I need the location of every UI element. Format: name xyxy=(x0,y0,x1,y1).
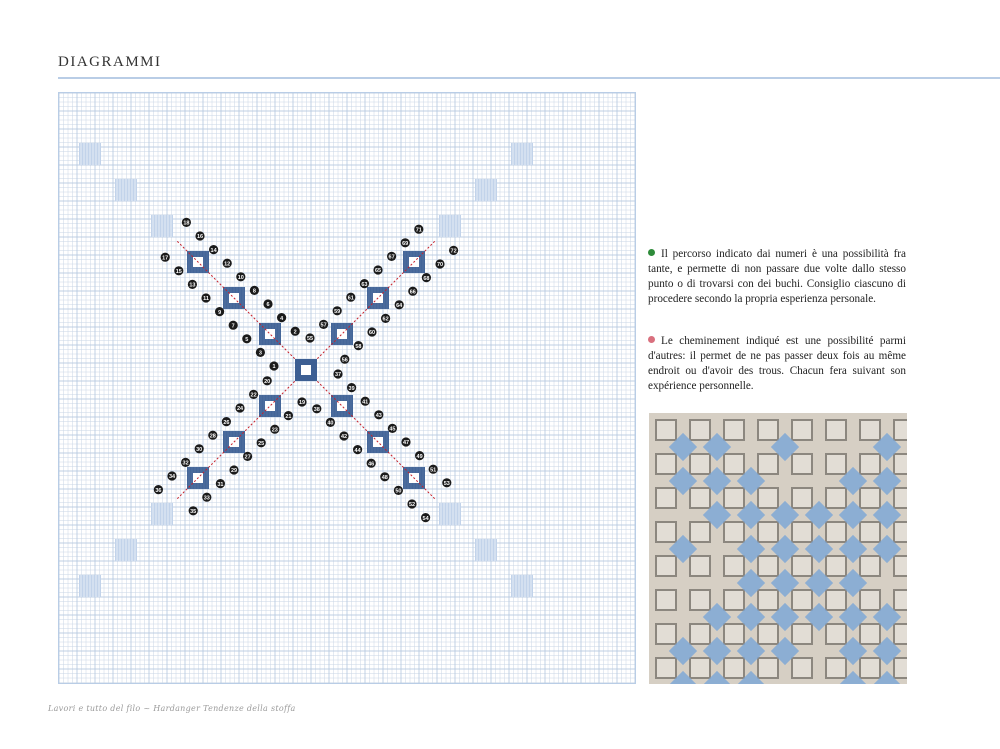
step-number: 15 xyxy=(175,269,182,275)
step-number: 6 xyxy=(266,302,270,309)
step-number: 36 xyxy=(155,487,162,494)
step-number: 60 xyxy=(368,330,376,337)
step-number: 29 xyxy=(230,468,238,475)
diagram-grid xyxy=(59,93,635,683)
step-number: 35 xyxy=(190,509,197,515)
step-number: 62 xyxy=(382,316,389,323)
step-number: 50 xyxy=(395,488,402,495)
step-number: 13 xyxy=(189,282,196,289)
stitch-diagram xyxy=(58,92,636,684)
step-number: 58 xyxy=(355,343,362,350)
green-bullet-icon xyxy=(648,249,655,256)
step-number: 9 xyxy=(218,309,222,316)
step-number: 72 xyxy=(450,248,457,255)
step-number: 65 xyxy=(374,268,382,275)
title-rule xyxy=(58,77,1000,79)
step-number: 66 xyxy=(409,289,416,296)
step-number: 4 xyxy=(280,315,284,322)
step-number: 57 xyxy=(320,322,327,329)
step-number: 70 xyxy=(436,262,444,269)
step-number: 69 xyxy=(402,241,409,247)
step-number: 37 xyxy=(334,372,342,379)
step-number: 11 xyxy=(203,296,209,303)
step-number: 45 xyxy=(389,426,396,433)
step-number: 47 xyxy=(402,440,410,447)
step-number: 43 xyxy=(375,413,382,419)
step-number: 10 xyxy=(237,275,244,281)
step-number: 63 xyxy=(361,281,368,288)
step-number: 46 xyxy=(368,461,375,468)
step-number: 56 xyxy=(341,357,348,364)
step-number: 19 xyxy=(298,400,306,407)
step-number: 52 xyxy=(408,502,416,509)
step-number: 54 xyxy=(422,515,429,522)
italian-note xyxy=(648,247,906,307)
step-number: 51 xyxy=(430,467,437,474)
step-number: 14 xyxy=(210,247,217,254)
step-number: 48 xyxy=(381,475,388,481)
step-number: 21 xyxy=(285,413,292,420)
step-number: 28 xyxy=(209,433,216,440)
italian-text: Il percorso indicato dai numeri è una possibilità fra tante, e permette di non passare due volte dallo stesso punto o di trovarsi con dei buchi. Consiglio ciascuno di procedere secondo la propria esperienza personale. xyxy=(648,248,906,305)
step-number: 17 xyxy=(162,255,169,262)
french-text: Le cheminement indiqué est une possibilité parmi d'autres: il permet de ne pas passer deux fois au même endroit ou d'avoir des trous. Chacun fera suivant son expérience personnelle. xyxy=(648,335,906,392)
step-number: 2 xyxy=(293,329,297,336)
step-number: 42 xyxy=(340,434,348,441)
step-number: 53 xyxy=(443,481,450,487)
step-number: 33 xyxy=(203,495,210,502)
step-number: 25 xyxy=(258,441,265,447)
page-title: DIAGRAMMI xyxy=(58,54,162,70)
step-number: 20 xyxy=(264,379,271,385)
step-number: 32 xyxy=(182,460,189,467)
step-number: 24 xyxy=(236,406,244,413)
step-number: 39 xyxy=(348,385,355,392)
step-number: 12 xyxy=(224,261,231,268)
step-number: 22 xyxy=(250,392,257,399)
step-number: 49 xyxy=(416,453,423,460)
step-number: 26 xyxy=(223,419,230,426)
step-number: 68 xyxy=(423,275,430,282)
step-number: 44 xyxy=(354,447,361,454)
step-number: 30 xyxy=(196,447,203,453)
step-number: 38 xyxy=(313,407,320,413)
step-number: 34 xyxy=(168,474,176,481)
step-number: 23 xyxy=(271,427,278,434)
step-number: 27 xyxy=(244,454,251,461)
embroidery-photo xyxy=(649,413,907,684)
step-number: 7 xyxy=(231,323,235,330)
step-number: 31 xyxy=(217,481,224,488)
step-number: 59 xyxy=(334,309,341,315)
step-number: 71 xyxy=(415,227,422,234)
step-number: 64 xyxy=(396,303,403,309)
step-number: 40 xyxy=(327,420,334,427)
step-number: 5 xyxy=(245,337,249,343)
step-number: 3 xyxy=(258,350,262,357)
french-note xyxy=(648,334,906,394)
step-number: 55 xyxy=(306,336,314,343)
pink-bullet-icon xyxy=(648,336,655,343)
step-number: 67 xyxy=(388,254,395,261)
step-number: 18 xyxy=(183,220,190,227)
step-number: 1 xyxy=(272,364,276,371)
step-number: 41 xyxy=(362,399,369,406)
step-number: 16 xyxy=(196,234,204,241)
step-number: 8 xyxy=(252,288,256,295)
footer-signature: Lavori e tutto del filo ~ Hardanger Tendenze della stoffa xyxy=(48,704,296,713)
step-number: 61 xyxy=(347,295,354,302)
